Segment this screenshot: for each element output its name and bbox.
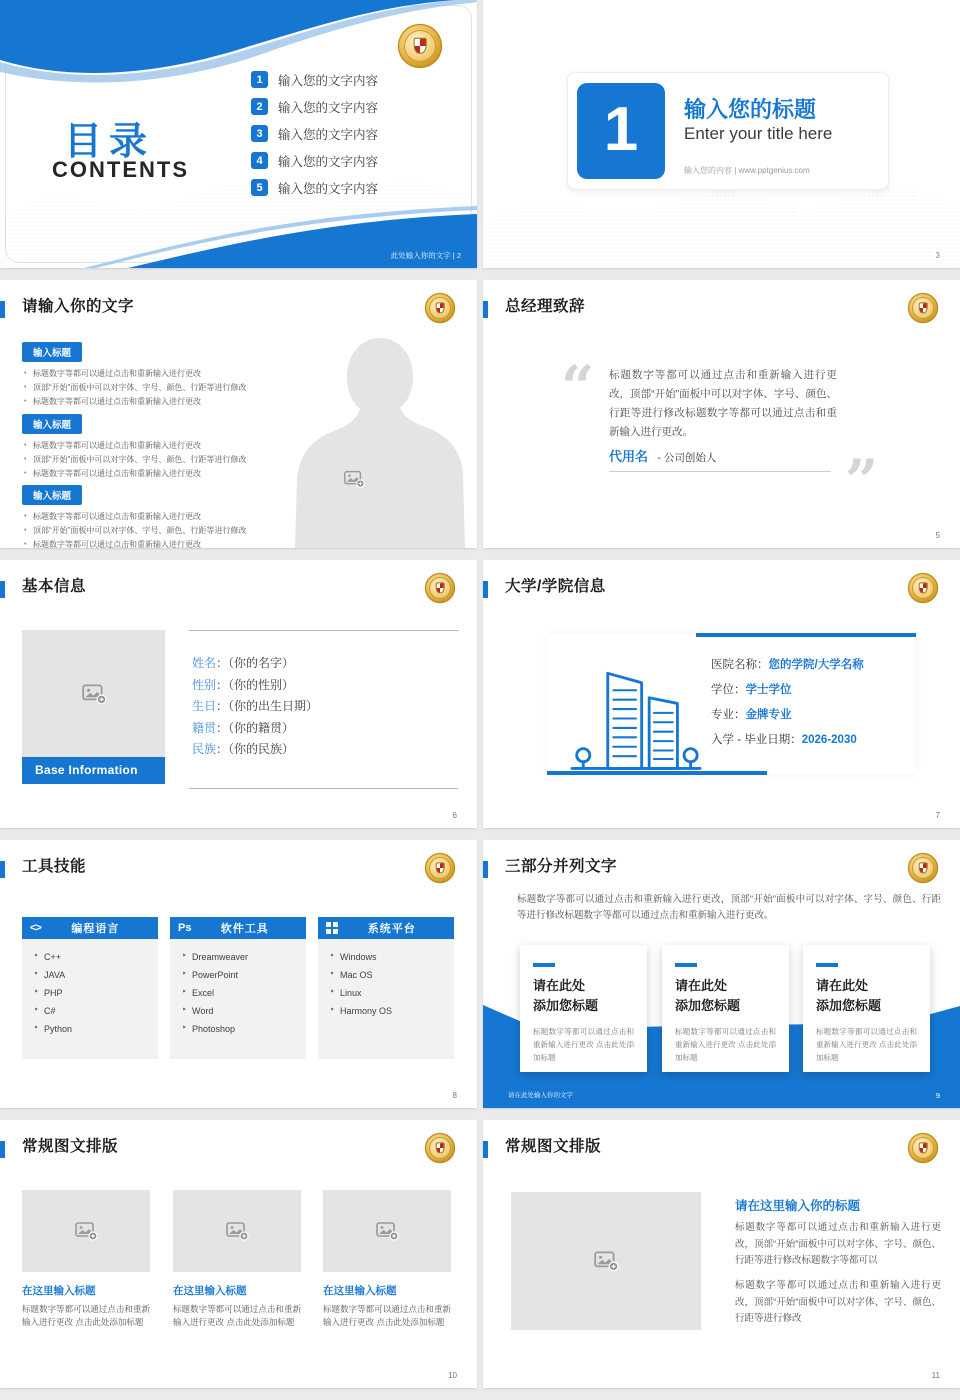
field-label: 民族: [192, 742, 217, 756]
toc-item: [251, 66, 378, 93]
card-body: 标题数字等都可以通过点击和重新输入进行更改 点击此处添加标题: [816, 1026, 917, 1062]
section-number: 1: [577, 83, 665, 179]
toc-item: [251, 93, 378, 120]
slide-title: 常规图文排版: [22, 1138, 119, 1155]
slide-image-text-layout-1[interactable]: [483, 1120, 960, 1388]
college-fields: [711, 656, 864, 756]
title-accent-bar: [0, 1141, 5, 1158]
shield-emblem-icon: [436, 582, 445, 593]
code-icon: <>: [30, 922, 41, 934]
college-field-row: [711, 656, 864, 681]
image-text-block: [323, 1190, 451, 1328]
field-value: （你的籍贯）: [228, 720, 295, 735]
field-separator: ：: [734, 684, 746, 696]
image-placeholder-icon: [74, 1219, 98, 1243]
card-accent-dash: [816, 963, 838, 967]
column-header: [318, 917, 454, 939]
page-number: 8: [452, 1091, 457, 1100]
content-card: [520, 945, 647, 1072]
shield-emblem-icon: [919, 302, 928, 313]
block-heading: 在这里输入标题: [22, 1285, 96, 1297]
field-separator: ：: [216, 677, 229, 692]
block-body: 标题数字等都可以通过点击和重新 输入进行更改 点击此处添加标题: [173, 1304, 301, 1327]
column-header-label: 系统平台: [367, 923, 416, 935]
section-card: [567, 72, 889, 190]
toc-item: [251, 120, 378, 147]
skills-column-programming: [22, 917, 158, 1059]
university-logo: [425, 853, 455, 883]
skill-item: ‣ Linux: [330, 988, 442, 998]
image-placeholder: [323, 1190, 451, 1272]
slide-skills[interactable]: [0, 840, 477, 1108]
bullet-item: • 标题数字等都可以通过点击和重新输入进行更改: [24, 540, 284, 548]
skill-item: ‣ Windows: [330, 952, 442, 962]
skill-item: ‣ PHP: [34, 988, 146, 998]
university-logo: [908, 1133, 938, 1163]
slide-image-text-layout-3[interactable]: [0, 1120, 477, 1388]
page-number: 10: [448, 1371, 457, 1380]
bullet-item: • 标题数字等都可以通过点击和重新输入进行更改: [24, 369, 284, 379]
group-label-badge: 输入标题: [22, 414, 82, 434]
column-header-label: 软件工具: [220, 923, 269, 935]
toc-item: [251, 147, 378, 174]
toc-item: [251, 174, 378, 201]
skill-item: ‣ C#: [34, 1006, 146, 1016]
toc-item-number: 2: [251, 98, 268, 115]
college-field-row: [711, 731, 864, 756]
slide-toc[interactable]: [0, 0, 477, 268]
image-text-block: [173, 1190, 301, 1328]
field-label: 医院名称: [711, 659, 757, 671]
university-logo: [425, 293, 455, 323]
field-value: 学士学位: [745, 684, 792, 696]
skills-list: [170, 939, 306, 1059]
field-value: （你的性别）: [228, 677, 295, 692]
skill-item: ‣ Excel: [182, 988, 294, 998]
bullet-item: • 标题数字等都可以通过点击和重新输入进行更改: [24, 512, 284, 522]
image-placeholder: [22, 1190, 150, 1272]
field-separator: ：: [216, 742, 229, 756]
field-value: 金牌专业: [745, 709, 792, 721]
ps-icon: Ps: [178, 922, 192, 934]
toc-title-en: CONTENTS: [52, 157, 189, 182]
slide-college-info[interactable]: [483, 560, 960, 828]
toc-item-label: 输入您的文字内容: [278, 100, 379, 115]
skill-item: ‣ Harmony OS: [330, 1006, 442, 1016]
info-field-row: [192, 654, 318, 676]
field-label: 性别: [192, 677, 217, 692]
skills-list: [318, 939, 454, 1059]
shield-emblem-icon: [919, 862, 928, 873]
university-logo: [908, 853, 938, 883]
skill-item: ‣ Mac OS: [330, 970, 442, 980]
page-number: 3: [935, 251, 940, 260]
page-number: 7: [935, 811, 940, 820]
card-title: 请在此处 添加您标题: [816, 977, 882, 1013]
block-heading: 在这里输入标题: [323, 1285, 397, 1297]
university-logo: [425, 1133, 455, 1163]
field-label: 入学 - 毕业日期: [711, 734, 791, 746]
title-accent-bar: [483, 861, 488, 878]
shield-emblem-icon: [436, 1142, 445, 1153]
toc-title-cn: 目录: [64, 121, 155, 163]
university-logo: [398, 24, 442, 68]
close-quote-icon: ”: [845, 447, 879, 515]
page-number: 6: [452, 811, 457, 820]
page-number: 5: [935, 531, 940, 540]
block-heading: 在这里输入标题: [173, 1285, 247, 1297]
info-field-row: [192, 676, 318, 698]
field-separator: ：: [216, 720, 229, 735]
shield-emblem-icon: [436, 302, 445, 313]
skills-column-platform: [318, 917, 454, 1059]
info-fields: [192, 654, 318, 762]
text-groups: [22, 342, 284, 548]
column-header-label: 编程语言: [71, 923, 120, 935]
photo-caption-bar: Base Information: [22, 757, 165, 784]
field-label: 学位: [711, 684, 734, 696]
slide-footer-text: 请在此处输入你的文字: [508, 1092, 573, 1099]
title-accent-bar: [483, 581, 488, 598]
shield-emblem-icon: [414, 38, 427, 54]
bullet-item: • 标题数字等都可以通过点击和重新输入进行更改: [24, 469, 284, 479]
slide-ceo-speech[interactable]: [483, 280, 960, 548]
content-card: [803, 945, 930, 1072]
image-placeholder-icon: [343, 468, 365, 490]
skill-item: ‣ Word: [182, 1006, 294, 1016]
bullet-item: • 标题数字等都可以通过点击和重新输入进行更改: [24, 397, 284, 407]
card-body: 标题数字等都可以通过点击和重新输入进行更改 点击此处添加标题: [533, 1026, 634, 1062]
bullet-item: • 标题数字等都可以通过点击和重新输入进行更改: [24, 441, 284, 451]
text-group: [22, 414, 284, 479]
slide-section-header[interactable]: [483, 0, 960, 268]
university-logo: [908, 573, 938, 603]
title-accent-bar: [483, 301, 488, 318]
block-body: 标题数字等都可以通过点击和重新 输入进行更改 点击此处添加标题: [22, 1304, 150, 1327]
slide-text-groups[interactable]: [0, 280, 477, 548]
field-separator: ：: [734, 709, 746, 721]
image-placeholder: [511, 1192, 701, 1330]
field-value: （你的名字）: [228, 656, 295, 670]
image-text-block: [22, 1190, 150, 1328]
slide-three-parts[interactable]: [483, 840, 960, 1108]
paragraph: 标题数字等都可以通过点击和重新输入进行更改，顶部“开始”面板中可以对字体、字号、颜色、行距等进行修改: [735, 1280, 941, 1324]
text-group: [22, 342, 284, 407]
field-separator: ：: [216, 656, 229, 670]
bullet-item: • 顶部“开始”面板中可以对字体、字号、颜色、行距等进行修改: [24, 526, 284, 536]
toc-item-number: 1: [251, 71, 268, 88]
column-header: [22, 917, 158, 939]
quote-text: 标题数字等都可以通过点击和重新输入进行更改，顶部“开始”面板中可以对字体、字号、颜色、行距等进行修改标题数字等都可以通过点击和重新输入进行更改。: [609, 369, 837, 438]
toc-item-number: 4: [251, 152, 268, 169]
section-title-cn: 输入您的标题: [684, 97, 817, 122]
info-field-row: [192, 697, 318, 719]
slide-title: 工具技能: [22, 858, 87, 875]
university-logo: [908, 293, 938, 323]
card-accent-dash: [675, 963, 697, 967]
university-logo: [425, 573, 455, 603]
bullet-item: • 顶部“开始”面板中可以对字体、字号、颜色、行距等进行修改: [24, 455, 284, 465]
field-label: 姓名: [192, 656, 217, 670]
author-role: - 公司创始人: [657, 452, 717, 464]
toc-item-number: 3: [251, 125, 268, 142]
skill-item: ‣ Dreamweaver: [182, 952, 294, 962]
image-placeholder-icon: [375, 1219, 399, 1243]
toc-item-number: 5: [251, 179, 268, 196]
title-accent-bar: [0, 861, 5, 878]
card-title: 请在此处 添加您标题: [675, 977, 741, 1013]
shield-emblem-icon: [919, 1142, 928, 1153]
bullet-item: • 顶部“开始”面板中可以对字体、字号、颜色、行距等进行修改: [24, 383, 284, 393]
toc-item-label: 输入您的文字内容: [278, 73, 379, 88]
field-value: （你的民族）: [228, 742, 295, 756]
slide-title: 请输入你的文字: [22, 298, 135, 315]
person-silhouette: [295, 334, 465, 548]
field-value: 您的学院/大学名称: [768, 659, 864, 671]
slide-title: 基本信息: [22, 578, 87, 595]
open-quote-icon: “: [561, 353, 595, 421]
skill-item: ‣ C++: [34, 952, 146, 962]
block-heading: 请在这里输入你的标题: [735, 1199, 861, 1213]
accent-line-top: [696, 633, 916, 637]
field-value: （你的出生日期）: [228, 699, 319, 713]
section-title-en: Enter your title here: [684, 124, 833, 143]
author-name: 代用名: [609, 449, 649, 464]
field-label: 生日: [192, 699, 217, 713]
accent-line-bottom: [547, 771, 767, 775]
skill-item: ‣ PowerPoint: [182, 970, 294, 980]
shield-emblem-icon: [919, 582, 928, 593]
quote-author: [609, 446, 716, 466]
image-placeholder: [173, 1190, 301, 1272]
column-header: [170, 917, 306, 939]
building-icon: [567, 662, 705, 775]
toc-item-label: 输入您的文字内容: [278, 181, 379, 196]
skills-column-software: [170, 917, 306, 1059]
skill-item: ‣ Photoshop: [182, 1024, 294, 1034]
section-meta-text: 输入您的内容 | www.pptgenius.com: [684, 166, 810, 175]
text-group: [22, 485, 284, 548]
skill-item: ‣ Python: [34, 1024, 146, 1034]
page-number: 11: [931, 1371, 940, 1380]
field-label: 专业: [711, 709, 734, 721]
toc-item-label: 输入您的文字内容: [278, 154, 379, 169]
toc-item-label: 输入您的文字内容: [278, 127, 379, 142]
intro-paragraph: 标题数字等都可以通过点击和重新输入进行更改，顶部“开始”面板中可以对字体、字号、颜色、行距等进行修改标题数字等都可以通过点击和重新输入进行更改。: [517, 894, 941, 921]
card-accent-dash: [533, 963, 555, 967]
block-body: 标题数字等都可以通过点击和重新 输入进行更改 点击此处添加标题: [323, 1304, 451, 1327]
slide-title: 大学/学院信息: [505, 578, 606, 595]
paragraph: 标题数字等都可以通过点击和重新输入进行更改，顶部“开始”面板中可以对字体、字号、颜色、行距等进行修改标题数字等都可以: [735, 1222, 941, 1266]
photo-placeholder: [22, 630, 165, 757]
slide-title: 常规图文排版: [505, 1138, 602, 1155]
field-label: 籍贯: [192, 720, 217, 735]
title-accent-bar: [483, 1141, 488, 1158]
content-card: [662, 945, 789, 1072]
image-placeholder-icon: [225, 1219, 249, 1243]
divider-line: [609, 471, 831, 472]
title-accent-bar: [0, 301, 5, 318]
image-placeholder-icon: [81, 681, 107, 707]
field-separator: ：: [790, 734, 802, 746]
slide-basic-info[interactable]: [0, 560, 477, 828]
card-title: 请在此处 添加您标题: [533, 977, 599, 1013]
page-number: 9: [935, 1091, 940, 1100]
card-body: 标题数字等都可以通过点击和重新输入进行更改 点击此处添加标题: [675, 1026, 776, 1062]
skill-item: ‣ JAVA: [34, 970, 146, 980]
image-placeholder-icon: [593, 1248, 619, 1274]
windows-icon: [326, 922, 338, 934]
title-accent-bar: [0, 581, 5, 598]
info-field-row: [192, 740, 318, 762]
slide-footer-text: 此处输入你的文字 | 2: [390, 251, 461, 260]
divider-line: [189, 788, 458, 789]
shield-emblem-icon: [436, 862, 445, 873]
divider-line: [189, 630, 458, 631]
toc-list: [251, 66, 378, 201]
college-field-row: [711, 706, 864, 731]
field-separator: ：: [216, 699, 229, 713]
slide-title: 三部分并列文字: [505, 858, 618, 875]
skills-list: [22, 939, 158, 1059]
info-field-row: [192, 719, 318, 741]
field-separator: ：: [757, 659, 769, 671]
group-label-badge: 输入标题: [22, 342, 82, 362]
group-label-badge: 输入标题: [22, 485, 82, 505]
slide-title: 总经理致辞: [505, 298, 586, 315]
college-field-row: [711, 681, 864, 706]
field-value: 2026-2030: [801, 734, 857, 746]
